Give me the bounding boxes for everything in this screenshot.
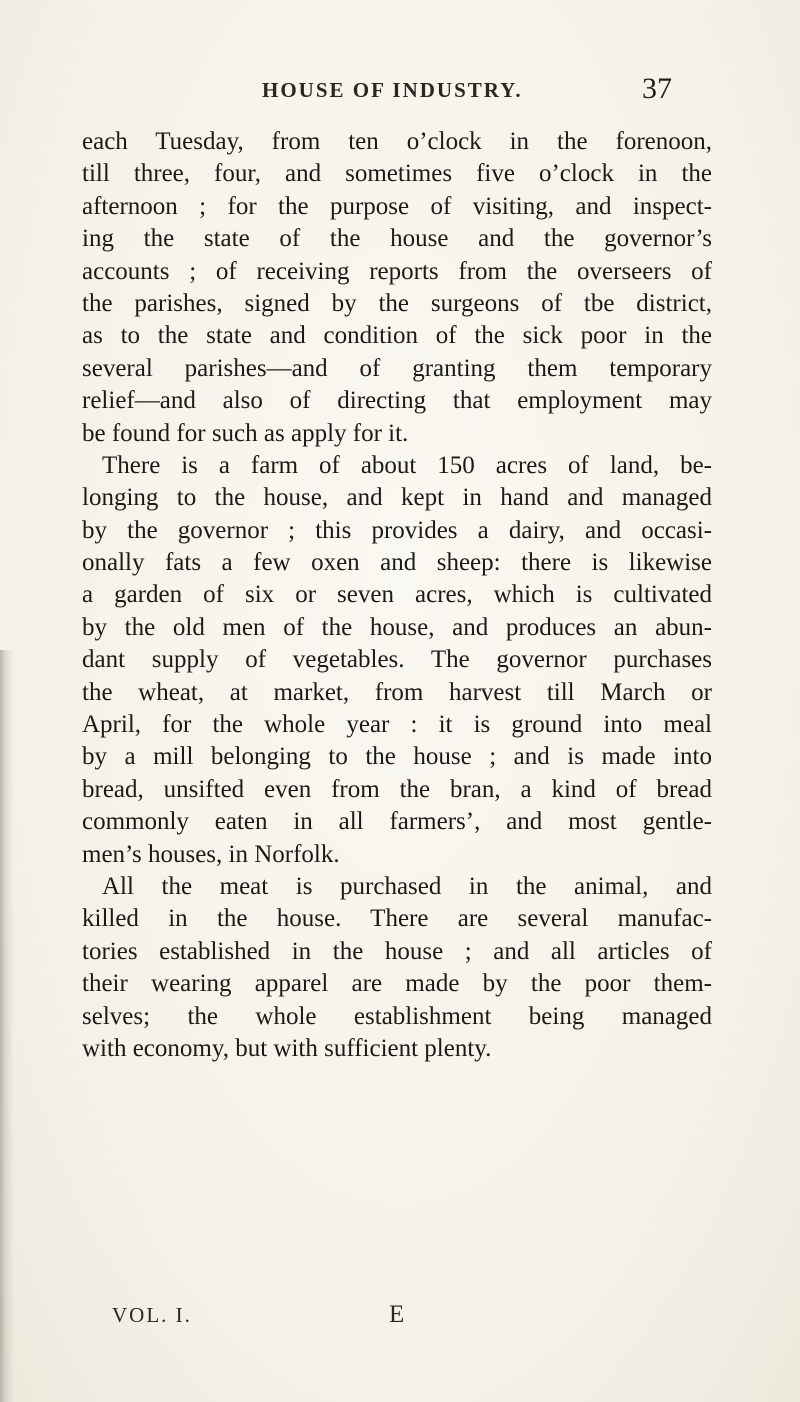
text-line: several parishes—and of granting them temporary	[82, 354, 712, 382]
page-footer	[0, 1303, 800, 1333]
text-line: a garden of six or seven acres, which is cultivated	[82, 581, 712, 609]
binding-gutter-shadow	[0, 650, 14, 1402]
text-line: be found for such as apply for it.	[82, 419, 409, 447]
page-number: 37	[642, 72, 672, 105]
text-line: longing to the house, and kept in hand and managed	[82, 484, 712, 512]
running-title: HOUSE OF INDUSTRY.	[262, 78, 523, 102]
text-line: as to the state and condition of the sick poor in the	[82, 322, 712, 350]
text-line: till three, four, and sometimes five o’clock in the	[82, 160, 712, 188]
running-head	[0, 72, 800, 108]
text-line: selves; the whole establishment being managed	[82, 1002, 712, 1030]
text-line: the wheat, at market, from harvest till March or	[82, 678, 712, 706]
text-line: men’s houses, in Norfolk.	[82, 840, 340, 868]
text-line: their wearing apparel are made by the poor them-	[82, 970, 712, 998]
text-line: afternoon ; for the purpose of visiting, and inspect-	[82, 192, 712, 220]
text-line: All the meat is purchased in the animal, and	[102, 872, 712, 900]
text-line: accounts ; of receiving reports from the overseers of	[82, 257, 712, 285]
text-line: killed in the house. There are several manufac-	[82, 905, 712, 933]
body-text	[82, 126, 712, 1065]
text-line: There is a farm of about 150 acres of land, be-	[102, 451, 712, 479]
text-line: the parishes, signed by the surgeons of tbe district,	[82, 289, 712, 317]
text-line: by the old men of the house, and produces an abun-	[82, 613, 712, 641]
text-line: by the governor ; this provides a dairy, and occasi-	[82, 516, 712, 544]
text-line: onally fats a few oxen and sheep: there is likewise	[82, 549, 712, 577]
text-line: with economy, but with sufficient plenty.	[82, 1034, 492, 1062]
text-line: tories established in the house ; and all articles of	[82, 937, 712, 965]
text-line: each Tuesday, from ten o’clock in the forenoon,	[82, 128, 712, 155]
gathering-letter: E	[389, 1301, 405, 1328]
text-line: ing the state of the house and the governor’s	[82, 225, 712, 253]
volume-signature-mark: VOL. I.	[112, 1303, 192, 1327]
text-line: commonly eaten in all farmers’, and most gentle-	[82, 808, 712, 836]
text-line: April, for the whole year : it is ground into meal	[82, 711, 712, 739]
text-line: dant supply of vegetables. The governor purchases	[82, 646, 712, 674]
text-line: by a mill belonging to the house ; and is made into	[82, 743, 712, 771]
text-line: relief—and also of directing that employment may	[82, 387, 712, 415]
text-line: bread, unsifted even from the bran, a kind of bread	[82, 775, 712, 803]
